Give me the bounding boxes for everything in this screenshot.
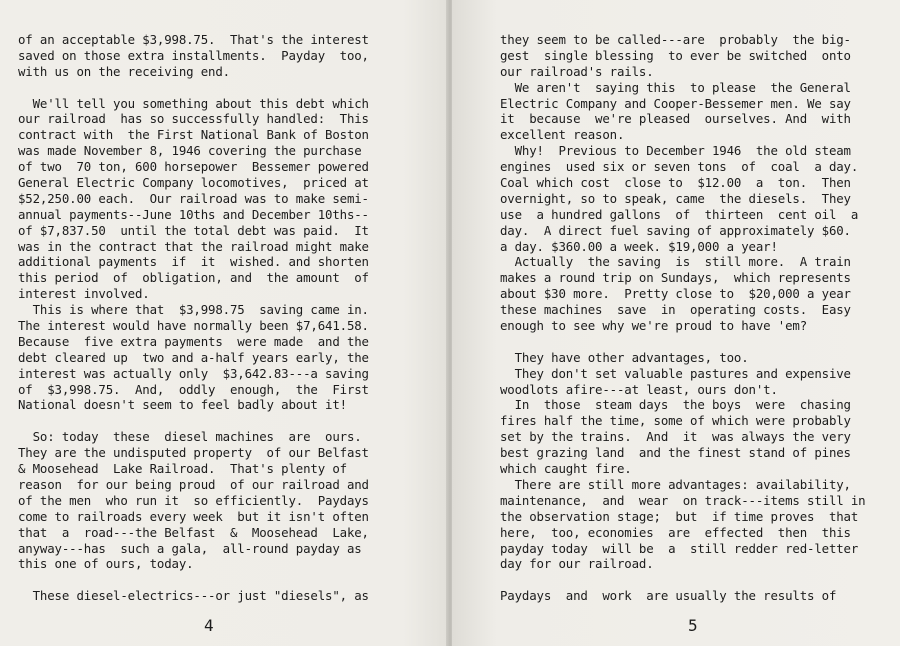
text-line: our railroad has so successfully handled: This [18, 111, 369, 127]
text-line: There are still more advantages: availability, [500, 476, 851, 492]
text-line: of the men who run it so efficiently. Paydays [18, 492, 369, 508]
text-line: Actually the saving is still more. A train [500, 254, 851, 270]
text-line: General Electric Company locomotives, priced at [18, 175, 369, 191]
text-line: Electric Company and Cooper-Bessemer men. We say [500, 95, 851, 111]
text-line: best grazing land and the finest stand of pines [500, 445, 851, 461]
right-page-text [500, 32, 900, 604]
text-line: excellent reason. [500, 127, 625, 143]
text-line: These diesel-electrics---or just "diesels", as [18, 588, 369, 604]
text-line [18, 80, 418, 96]
text-line: The interest would have normally been $7,641.58. [18, 318, 369, 334]
text-line: it because we're pleased ourselves. And with [500, 111, 851, 127]
text-line [500, 572, 900, 588]
text-line: makes a round trip on Sundays, which represents [500, 270, 851, 286]
text-line: In those steam days the boys were chasing [500, 397, 851, 413]
text-line: anyway---has such a gala, all-round payday as [18, 540, 362, 556]
text-line: additional payments if it wished. and shorten [18, 254, 369, 270]
text-line: of $7,837.50 until the total debt was paid. It [18, 222, 369, 238]
text-line: here, too, economies are effected then this [500, 524, 851, 540]
text-line: a day. $360.00 a week. $19,000 a year! [500, 238, 778, 254]
text-line: Coal which cost close to $12.00 a ton. Then [500, 175, 851, 191]
text-line: We'll tell you something about this debt which [18, 95, 369, 111]
text-line: they seem to be called---are probably the big- [500, 32, 851, 47]
right-page [452, 0, 900, 646]
text-line: overnight, so to speak, came the diesels. They [500, 190, 851, 206]
text-line: woodlots afire---at least, ours don't. [500, 381, 778, 397]
text-line: our railroad's rails. [500, 63, 654, 79]
text-line: of two 70 ton, 600 horsepower Bessemer powered [18, 159, 369, 175]
text-line: come to railroads every week but it isn't often [18, 508, 369, 524]
text-line: was in the contract that the railroad might make [18, 238, 369, 254]
text-line: maintenance, and wear on track---items still in [500, 492, 866, 508]
text-line: They are the undisputed property of our Belfast [18, 445, 369, 461]
text-line: with us on the receiving end. [18, 63, 230, 79]
text-line: that a road---the Belfast & Moosehead Lake, [18, 524, 369, 540]
text-line: Why! Previous to December 1946 the old steam [500, 143, 851, 159]
text-line: enough to see why we're proud to have 'em? [500, 318, 808, 334]
text-line: reason for our being proud of our railroad and [18, 476, 369, 492]
left-page-number: 4 [204, 616, 214, 635]
text-line: & Moosehead Lake Railroad. That's plenty of [18, 461, 347, 477]
text-line: Because five extra payments were made and the [18, 333, 369, 349]
text-line: day. A direct fuel saving of approximately $60. [500, 222, 851, 238]
text-line: They have other advantages, too. [500, 349, 749, 365]
text-line: this period of obligation, and the amount of [18, 270, 369, 286]
text-line: This is where that $3,998.75 saving came in. [18, 302, 369, 318]
text-line: payday today will be a still redder red-letter [500, 540, 859, 556]
text-line: this one of ours, today. [18, 556, 194, 572]
text-line: use a hundred gallons of thirteen cent oil a [500, 206, 859, 222]
text-line: the observation stage; but if time proves that [500, 508, 859, 524]
text-line: about $30 more. Pretty close to $20,000 a year [500, 286, 851, 302]
text-line: these machines save in operating costs. Easy [500, 302, 851, 318]
right-page-number: 5 [688, 616, 698, 635]
text-line: gest single blessing to ever be switched onto [500, 47, 851, 63]
text-line: engines used six or seven tons of coal a day. [500, 159, 859, 175]
text-line: annual payments--June 10ths and December 10ths-- [18, 206, 369, 222]
text-line: Paydays and work are usually the results of [500, 588, 837, 604]
text-line: was made November 8, 1946 covering the purchase [18, 143, 362, 159]
text-line [18, 413, 418, 429]
text-line: saved on those extra installments. Payday too, [18, 47, 369, 63]
text-line: They don't set valuable pastures and expensive [500, 365, 851, 381]
text-line [500, 334, 900, 350]
text-line: fires half the time, some of which were probably [500, 413, 851, 429]
left-page-text [18, 32, 418, 604]
text-line: $52,250.00 each. Our railroad was to make semi- [18, 190, 369, 206]
text-line: which caught fire. [500, 461, 632, 477]
text-line: set by the trains. And it was always the very [500, 429, 851, 445]
text-line [18, 572, 418, 588]
text-line: debt cleared up two and a-half years early, the [18, 349, 369, 365]
text-line: interest involved. [18, 286, 150, 302]
text-line: So: today these diesel machines are ours. [18, 429, 362, 445]
text-line: day for our railroad. [500, 556, 654, 572]
text-line: National doesn't seem to feel badly about it! [18, 397, 347, 413]
text-line: contract with the First National Bank of Boston [18, 127, 369, 143]
text-line: interest was actually only $3,642.83---a saving [18, 365, 369, 381]
text-line: We aren't saying this to please the General [500, 79, 851, 95]
left-page [0, 0, 448, 646]
text-line: of $3,998.75. And, oddly enough, the First [18, 381, 369, 397]
text-line: of an acceptable $3,998.75. That's the interest [18, 32, 369, 47]
